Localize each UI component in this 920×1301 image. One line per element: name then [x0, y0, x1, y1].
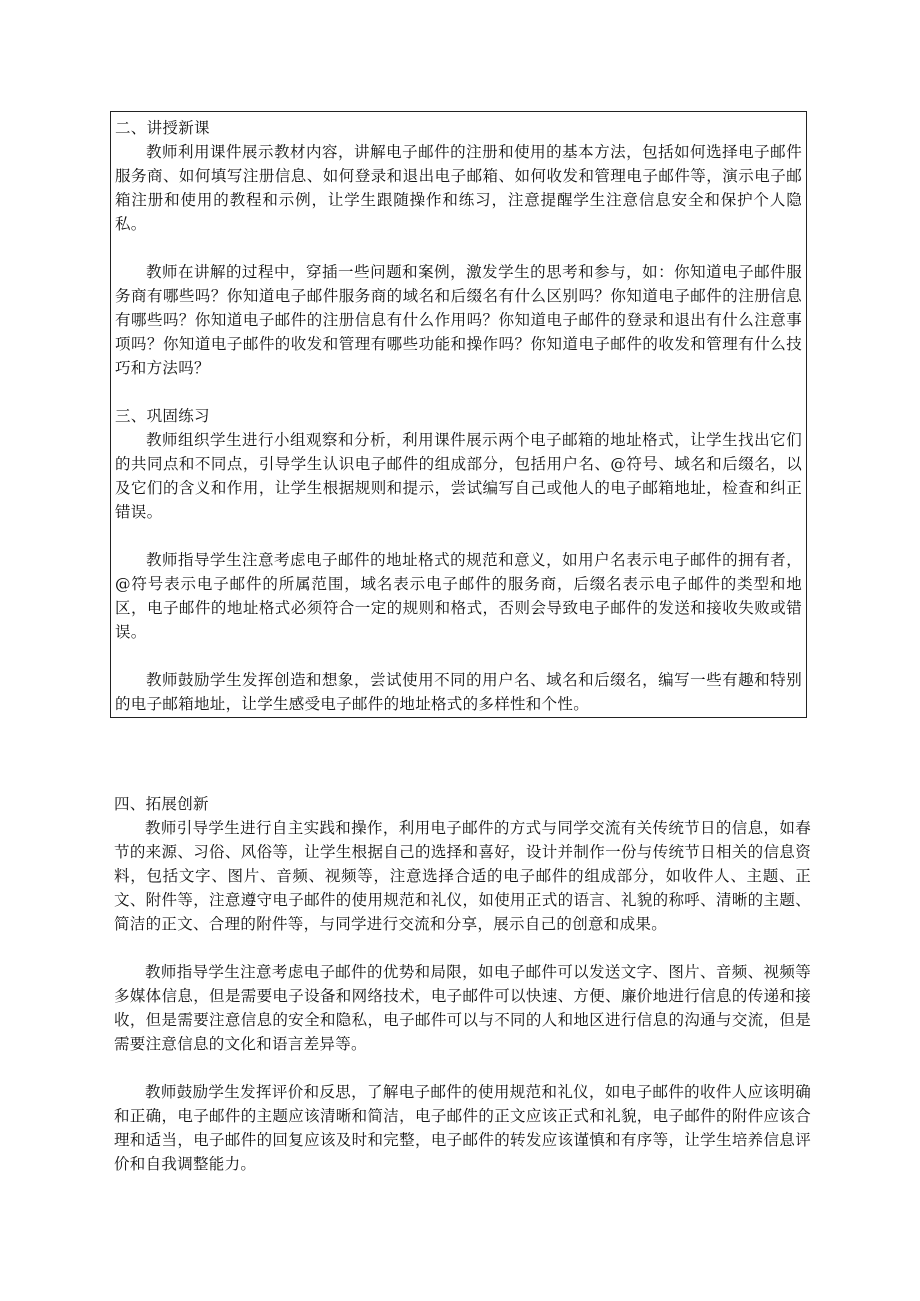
- paragraph-gap: [115, 524, 802, 548]
- lesson-table-cell: [110, 111, 807, 718]
- section-heading-practice: 三、巩固练习: [115, 407, 210, 425]
- paragraph-gap: [115, 644, 802, 668]
- paragraph-gap: [114, 936, 811, 960]
- paragraph-extension-2: 教师指导学生注意考虑电子邮件的优势和局限，如电子邮件可以发送文字、图片、音频、视频等多媒体信息，但是需要电子设备和网络技术，电子邮件可以快速、方便、廉价地进行信息的传递和接收，但是需要注意信息的安全和隐私，电子邮件可以与不同的人和地区进行信息的沟通与交流，但是需要注意信息的文化和语言差异等。: [114, 963, 811, 1053]
- paragraph-teaching-2: 教师在讲解的过程中，穿插一些问题和案例，激发学生的思考和参与，如：你知道电子邮件服务商有哪些吗？你知道电子邮件服务商的域名和后缀名有什么区别吗？你知道电子邮件的注册信息有哪些吗？你知道电子邮件的注册信息有什么作用吗？你知道电子邮件的登录和退出有什么注意事项吗？你知道电子邮件的收发和管理有哪些功能和操作吗？你知道电子邮件的收发和管理有什么技巧和方法吗？: [115, 263, 802, 377]
- paragraph-gap: [115, 380, 802, 404]
- paragraph-practice-3: 教师鼓励学生发挥创造和想象，尝试使用不同的用户名、域名和后缀名，编写一些有趣和特别的电子邮箱地址，让学生感受电子邮件的地址格式的多样性和个性。: [115, 671, 802, 713]
- section-heading-teaching: 二、讲授新课: [115, 119, 210, 137]
- paragraph-extension-1: 教师引导学生进行自主实践和操作，利用电子邮件的方式与同学交流有关传统节日的信息，如春节的来源、习俗、风俗等，让学生根据自己的选择和喜好，设计并制作一份与传统节日相关的信息资料，包括文字、图片、音频、视频等，注意选择合适的电子邮件的组成部分，如收件人、主题、正文、附件等，注意遵守电子邮件的使用规范和礼仪，如使用正式的语言、礼貌的称呼、清晰的主题、简洁的正文、合理的附件等，与同学进行交流和分享，展示自己的创意和成果。: [114, 819, 811, 933]
- paragraph-teaching-1: 教师利用课件展示教材内容，讲解电子邮件的注册和使用的基本方法，包括如何选择电子邮件服务商、如何填写注册信息、如何登录和退出电子邮箱、如何收发和管理电子邮件等，演示电子邮箱注册和使用的教程和示例，让学生跟随操作和练习，注意提醒学生注意信息安全和保护个人隐私。: [115, 143, 802, 233]
- section-heading-extension: 四、拓展创新: [114, 795, 209, 813]
- paragraph-practice-2: 教师指导学生注意考虑电子邮件的地址格式的规范和意义，如用户名表示电子邮件的拥有者，@符号表示电子邮件的所属范围，域名表示电子邮件的服务商，后缀名表示电子邮件的类型和地区，电子邮件的地址格式必须符合一定的规则和格式，否则会导致电子邮件的发送和接收失败或错误。: [115, 551, 802, 641]
- extension-section: [114, 792, 811, 1176]
- paragraph-practice-1: 教师组织学生进行小组观察和分析，利用课件展示两个电子邮箱的地址格式，让学生找出它们的共同点和不同点，引导学生认识电子邮件的组成部分，包括用户名、@符号、域名和后缀名，以及它们的含义和作用，让学生根据规则和提示，尝试编写自己或他人的电子邮箱地址，检查和纠正错误。: [115, 431, 802, 521]
- paragraph-extension-3: 教师鼓励学生发挥评价和反思，了解电子邮件的使用规范和礼仪，如电子邮件的收件人应该明确和正确，电子邮件的主题应该清晰和简洁，电子邮件的正文应该正式和礼貌，电子邮件的附件应该合理和适当，电子邮件的回复应该及时和完整，电子邮件的转发应该谨慎和有序等，让学生培养信息评价和自我调整能力。: [114, 1083, 811, 1173]
- paragraph-gap: [115, 236, 802, 260]
- paragraph-gap: [114, 1056, 811, 1080]
